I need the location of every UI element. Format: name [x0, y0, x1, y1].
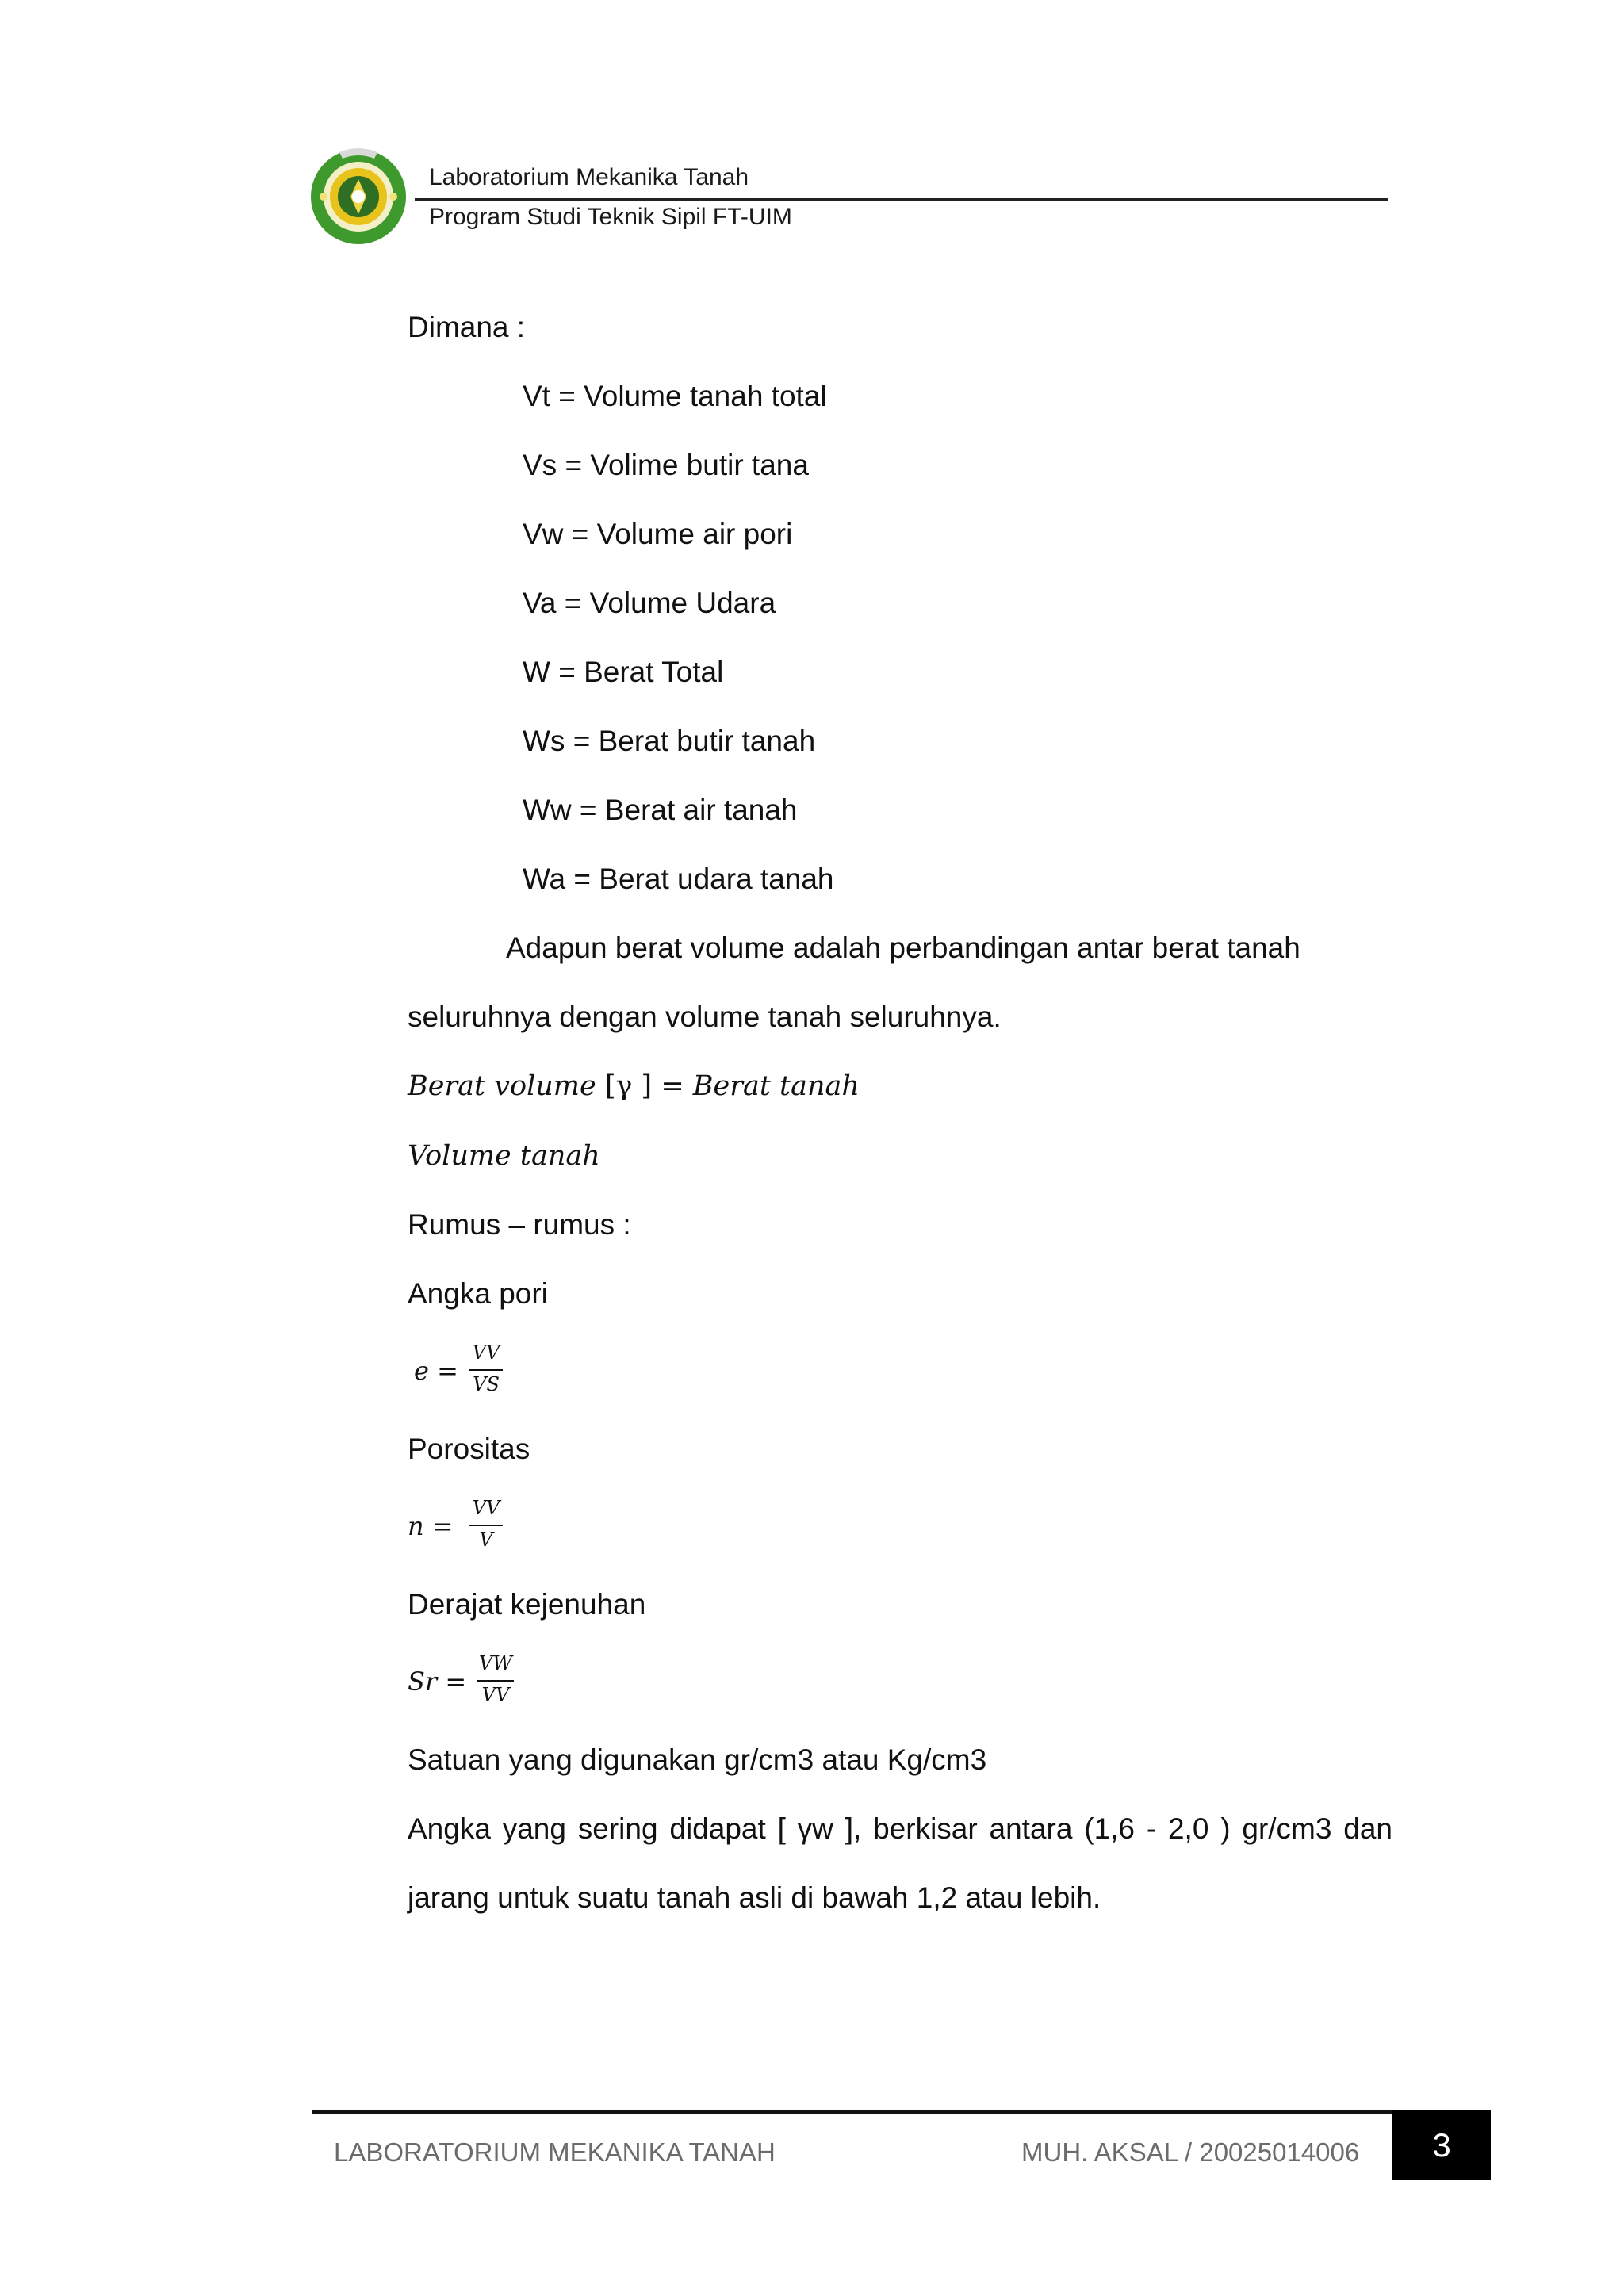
formula-volume-tanah: Volume tanah [408, 1140, 600, 1172]
satuan-text: Satuan yang digunakan gr/cm3 atau Kg/cm3 [408, 1743, 987, 1776]
formula-sr-fraction-bar [477, 1680, 514, 1682]
formula-n-lhs: n = [408, 1511, 454, 1541]
porositas-label: Porositas [408, 1433, 530, 1465]
formula-n-numerator: VV [472, 1497, 500, 1519]
footer-author: MUH. AKSAL / 20025014006 [1021, 2137, 1360, 2167]
definition-ws: Ws = Berat butir tanah [523, 725, 816, 757]
paragraph-berat-volume-line1: Adapun berat volume adalah perbandingan antar berat tanah [506, 932, 1300, 964]
definition-vt: Vt = Volume tanah total [523, 380, 827, 412]
page-number: 3 [1392, 2110, 1491, 2180]
formula-e-denominator: VS [473, 1373, 500, 1395]
formula-sr-numerator: VW [479, 1652, 512, 1674]
formula-berat-volume-rhs: Berat tanah [692, 1070, 860, 1102]
header-lab-name: Laboratorium Mekanika Tanah [429, 164, 749, 190]
university-logo [308, 144, 409, 246]
definition-vw: Vw = Volume air pori [523, 518, 793, 550]
header-rule [415, 198, 1388, 201]
definition-va: Va = Volume Udara [523, 587, 776, 619]
definition-ww: Ww = Berat air tanah [523, 794, 798, 826]
footer-rule [312, 2110, 1392, 2114]
rumus-heading: Rumus – rumus : [408, 1208, 631, 1241]
formula-gamma-symbol: [γ ] = [604, 1070, 684, 1102]
footer-lab-name: LABORATORIUM MEKANIKA TANAH [334, 2137, 776, 2167]
paragraph-berat-volume-line2: seluruhnya dengan volume tanah seluruhnya. [408, 1001, 1002, 1033]
definition-vs: Vs = Volime butir tana [523, 449, 809, 481]
derajat-kejenuhan-label: Derajat kejenuhan [408, 1588, 646, 1621]
angka-paragraph-line2: jarang untuk suatu tanah asli di bawah 1,2 atau lebih. [408, 1881, 1101, 1914]
formula-e-lhs: e = [414, 1356, 458, 1386]
formula-sr-lhs: Sr = [408, 1667, 467, 1697]
definition-wa: Wa = Berat udara tanah [523, 863, 834, 895]
angka-pori-label: Angka pori [408, 1277, 548, 1310]
formula-n-fraction-bar [469, 1525, 503, 1526]
header-program-name: Program Studi Teknik Sipil FT-UIM [429, 204, 792, 230]
angka-paragraph-line1: Angka yang sering didapat [ γw ], berkisar antara (1,6 - 2,0 ) gr/cm3 dan [408, 1812, 1392, 1845]
formula-sr-denominator: VV [481, 1684, 510, 1706]
formula-e-fraction-bar [469, 1369, 503, 1371]
dimana-heading: Dimana : [408, 311, 526, 343]
formula-berat-volume-lhs: Berat volume [408, 1070, 596, 1102]
formula-berat-volume [408, 1070, 860, 1102]
formula-n-denominator: V [479, 1529, 493, 1551]
formula-e-numerator: VV [472, 1341, 500, 1364]
definition-w: W = Berat Total [523, 656, 724, 688]
